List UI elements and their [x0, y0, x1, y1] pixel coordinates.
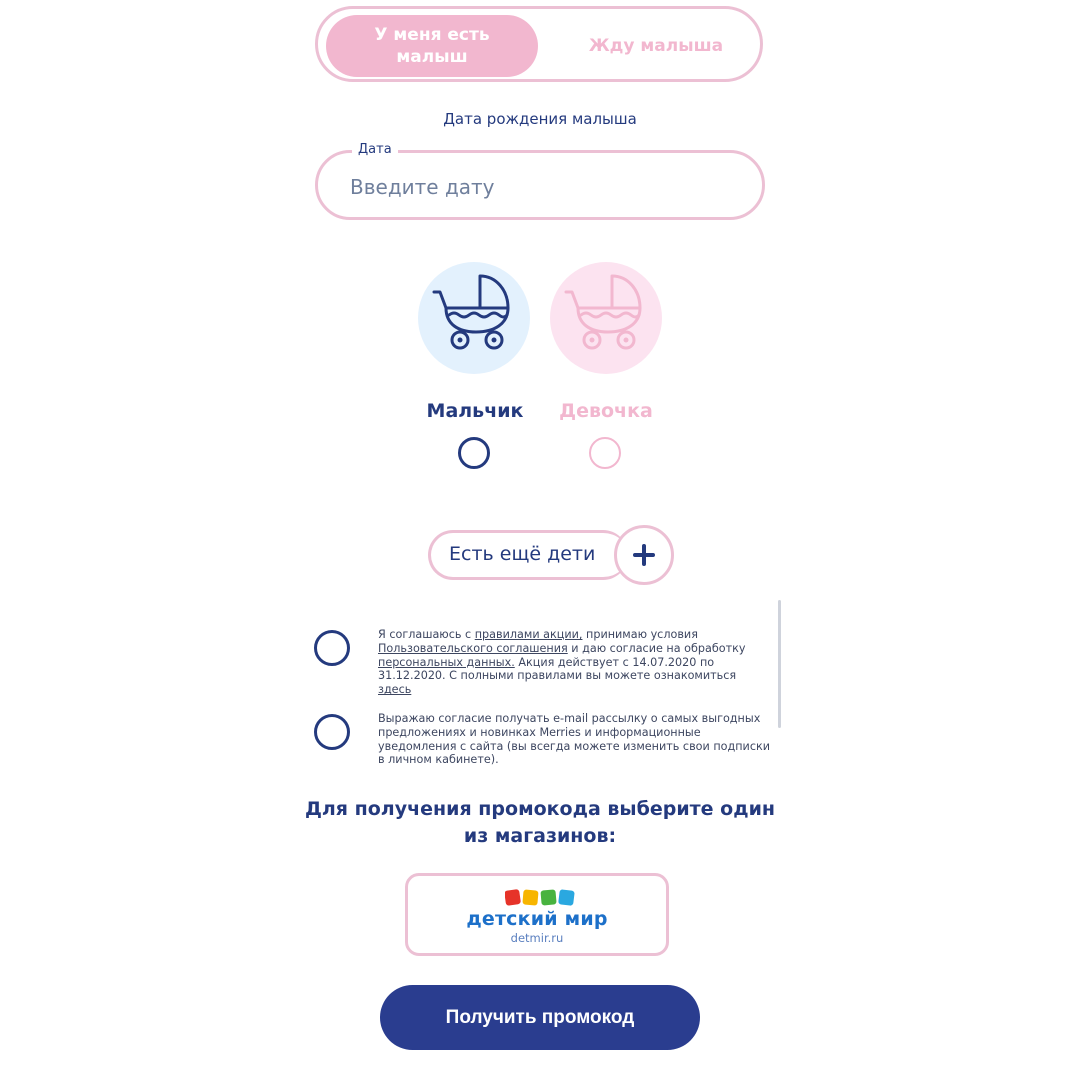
boy-option[interactable]	[418, 262, 530, 374]
mode-toggle	[315, 6, 763, 82]
add-child-button[interactable]	[614, 525, 674, 585]
personal-data-link[interactable]: персональных данных.	[378, 655, 515, 669]
promo-title: Для получения промокода выберите один из магазинов:	[304, 798, 776, 847]
store-name: детский мир	[466, 908, 608, 930]
consent-text-part: Акция действует с 14.07.2020 по 31.12.2020. С полными правилами вы можете ознакомиться	[378, 655, 737, 683]
girl-label: Девочка	[559, 400, 653, 422]
consent-scrollbar[interactable]	[778, 600, 781, 728]
girl-option[interactable]	[550, 262, 662, 374]
newsletter-consent-checkbox[interactable]	[314, 714, 350, 750]
rules-consent-text	[378, 628, 770, 697]
more-kids-label: Есть ещё дети	[449, 543, 596, 565]
consent-text-part: и даю согласие на обработку	[567, 641, 746, 655]
store-detmir-card[interactable]	[405, 873, 669, 956]
boy-radio[interactable]	[458, 437, 490, 469]
date-input[interactable]	[348, 169, 732, 205]
detmir-logo-icon	[505, 889, 575, 907]
plus-icon	[633, 544, 655, 566]
newsletter-consent-text: Выражаю согласие получать e-mail рассылку о самых выгодных предложениях и новинках Merries и информационные уведомления с сайта (вы всегда можете изменить свои подписки в личном кабинете).	[378, 712, 771, 767]
consent-text-part: Я соглашаюсь с	[378, 628, 475, 641]
user-agreement-link[interactable]: Пользовательского соглашения	[378, 641, 568, 655]
rules-consent-checkbox[interactable]	[314, 630, 350, 666]
toggle-have-baby[interactable]: У меня есть малыш	[326, 15, 538, 77]
get-promocode-button[interactable]: Получить промокод	[380, 985, 700, 1050]
girl-radio[interactable]	[589, 437, 621, 469]
stroller-icon	[418, 262, 530, 374]
store-url: detmir.ru	[510, 931, 564, 945]
date-field-legend: Дата	[352, 142, 398, 157]
birth-date-title: Дата рождения малыша	[443, 110, 637, 128]
full-rules-link[interactable]: здесь	[378, 683, 412, 697]
rules-link[interactable]: правилами акции,	[474, 628, 583, 641]
consent-text-part: принимаю условия	[582, 628, 698, 641]
toggle-expecting-baby[interactable]: Жду малыша	[588, 36, 724, 56]
boy-label: Мальчик	[426, 400, 524, 422]
more-kids-button[interactable]	[428, 530, 628, 580]
stroller-icon	[550, 262, 662, 374]
date-field[interactable]	[315, 142, 765, 220]
